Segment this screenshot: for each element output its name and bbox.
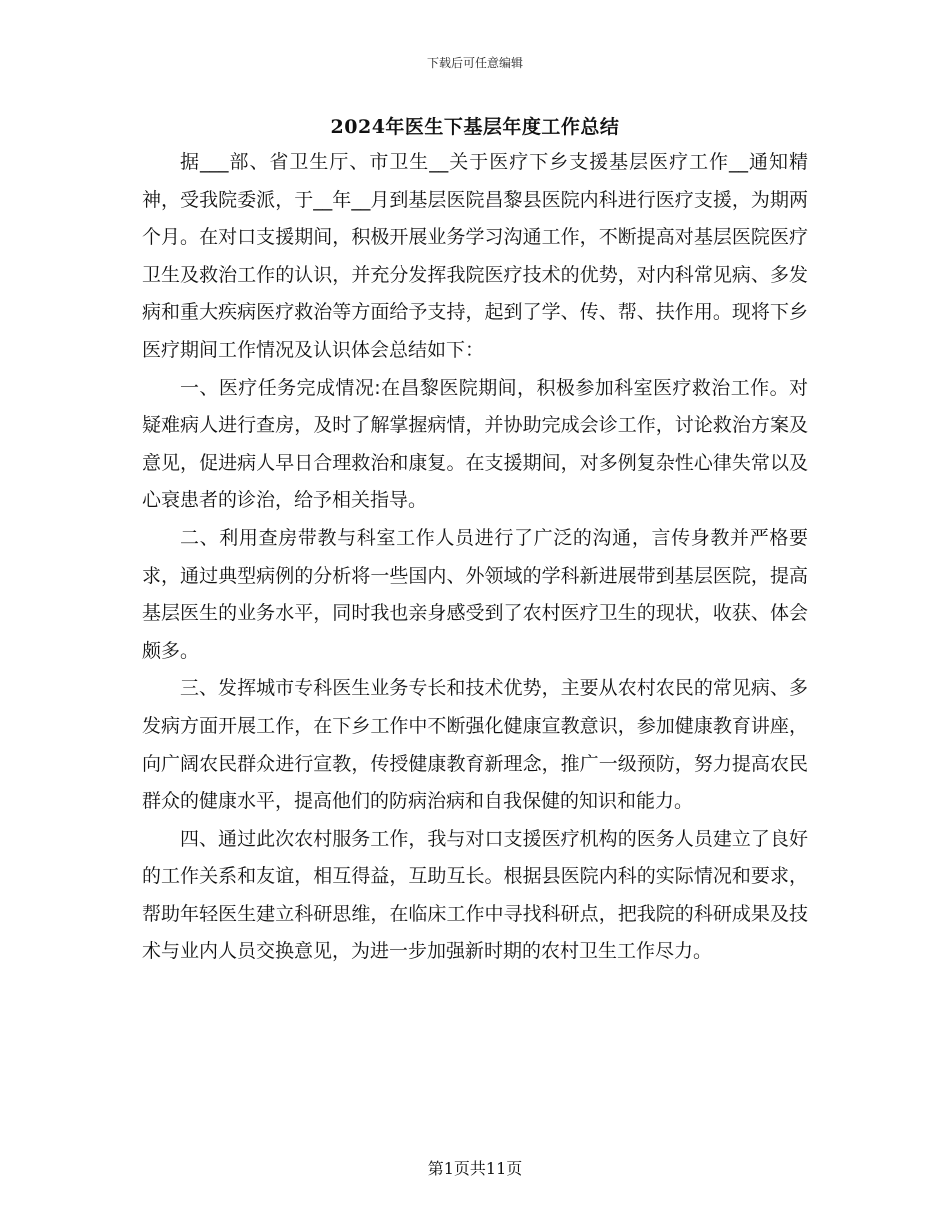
page-header-note: 下载后可任意编辑 <box>426 56 523 70</box>
document-body <box>142 144 808 971</box>
paragraph-intro: 据___部、省卫生厅、市卫生__关于医疗下乡支援基层医疗工作__通知精神，受我院委派，于__年__月到基层医院昌黎县医院内科进行医疗支援，为期两个月。在对口支援期间，积极开展业务学习沟通工作，不断提高对基层医院医疗卫生及救治工作的认识，并充分发挥我院医疗技术的优势，对内科常见病、多发病和重大疾病医疗救治等方面给予支持，起到了学、传、帮、扶作用。现将下乡医疗期间工作情况及认识体会总结如下： <box>142 151 808 361</box>
page-footer-number: 第1页共11页 <box>427 1159 523 1178</box>
paragraph-section-4: 四、通过此次农村服务工作，我与对口支援医疗机构的医务人员建立了良好的工作关系和友谊，相互得益，互助互长。根据县医院内科的实际情况和要求，帮助年轻医生建立科研思维，在临床工作中寻找科研点，把我院的科研成果及技术与业内人员交换意见，为进一步加强新时期的农村卫生工作尽力。 <box>142 827 808 963</box>
paragraph-section-3: 三、发挥城市专科医生业务专长和技术优势，主要从农村农民的常见病、多发病方面开展工作，在下乡工作中不断强化健康宣教意识，参加健康教育讲座，向广阔农民群众进行宣教，传授健康教育新理念，推广一级预防，努力提高农民群众的健康水平，提高他们的防病治病和自我保健的知识和能力。 <box>142 677 808 813</box>
document-title: 2024年医生下基层年度工作总结 <box>330 116 620 138</box>
paragraph-section-1: 一、医疗任务完成情况:在昌黎医院期间，积极参加科室医疗救治工作。对疑难病人进行查房，及时了解掌握病情，并协助完成会诊工作，讨论救治方案及意见，促进病人早日合理救治和康复。在支援期间，对多例复杂性心律失常以及心衰患者的诊治，给予相关指导。 <box>142 376 808 512</box>
paragraph-section-2: 二、利用查房带教与科室工作人员进行了广泛的沟通，言传身教并严格要求，通过典型病例的分析将一些国内、外领域的学科新进展带到基层医院，提高基层医生的业务水平，同时我也亲身感受到了农村医疗卫生的现状，收获、体会颇多。 <box>142 526 808 662</box>
